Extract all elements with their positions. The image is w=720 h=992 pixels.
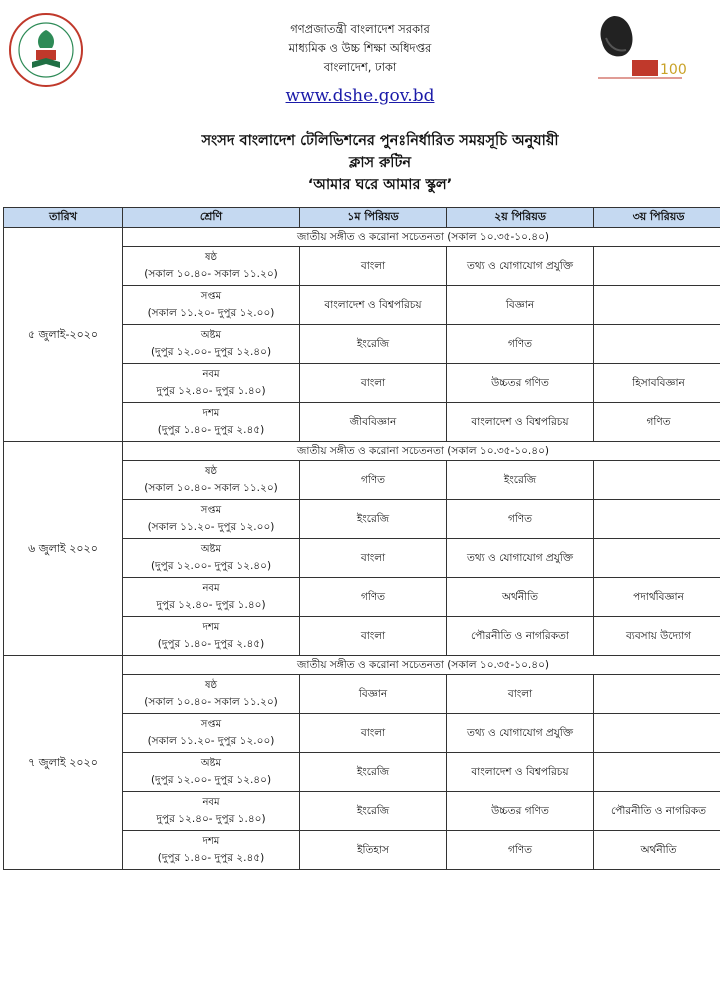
class-time: দুপুর ১২.৪০- দুপুর ১.৪০) [156, 599, 266, 611]
period-1-cell: জীববিজ্ঞান [300, 403, 447, 442]
date-cell: ৬ জুলাই ২০২০ [4, 442, 123, 656]
class-name: ষষ্ঠ [204, 466, 218, 477]
period-3-cell: অর্থনীতি [594, 831, 720, 870]
class-name: নবম [202, 369, 220, 380]
period-2-cell: তথ্য ও যোগাযোগ প্রযুক্তি [447, 714, 594, 753]
class-name: অষ্টম [200, 544, 222, 555]
class-time: (দুপুর ১২.০০- দুপুর ১২.৪০) [150, 774, 272, 786]
title-line-3: ‘আমার ঘরে আমার স্কুল’ [307, 177, 453, 193]
period-2-cell: অর্থনীতি [447, 578, 594, 617]
period-2-cell: গণিত [447, 500, 594, 539]
table-header-row [4, 208, 720, 228]
period-2-cell: ইংরেজি [447, 461, 594, 500]
period-3-cell [594, 325, 720, 364]
period-2-cell: উচ্চতর গণিত [447, 792, 594, 831]
title-line-2: ক্লাস রুটিন [348, 155, 411, 171]
period-3-cell: ব্যবসায় উদ্যোগ [594, 617, 720, 656]
class-name: ষষ্ঠ [204, 252, 218, 263]
gov-line-1: গণপ্রজাতন্ত্রী বাংলাদেশ সরকার [290, 22, 430, 36]
period-1-cell: বাংলা [300, 364, 447, 403]
period-3-cell [594, 461, 720, 500]
class-time: (দুপুর ১.৪০- দুপুর ২.৪৫) [157, 424, 265, 436]
website-link[interactable]: www.dshe.gov.bd [285, 86, 435, 106]
class-time: দুপুর ১২.৪০- দুপুর ১.৪০) [156, 385, 266, 397]
period-3-cell [594, 714, 720, 753]
document-titles [90, 130, 670, 196]
class-name: দশম [202, 836, 220, 847]
gov-line-2: মাধ্যমিক ও উচ্চ শিক্ষা অধিদপ্তর [288, 41, 432, 55]
national-anthem-cell: জাতীয় সঙ্গীত ও করোনা সচেতনতা (সকাল ১০.৩৫-১০.৪০) [123, 228, 720, 247]
class-cell [123, 247, 300, 286]
class-name: দশম [202, 408, 220, 419]
period-3-cell: হিসাববিজ্ঞান [594, 364, 720, 403]
header-class: শ্রেণি [123, 208, 300, 228]
national-anthem-row [4, 442, 720, 461]
class-name: সপ্তম [200, 719, 222, 730]
class-cell [123, 617, 300, 656]
period-2-cell: গণিত [447, 831, 594, 870]
period-1-cell: বাংলা [300, 539, 447, 578]
dshe-logo [8, 12, 84, 88]
class-name: সপ্তম [200, 291, 222, 302]
class-name: ষষ্ঠ [204, 680, 218, 691]
header-period-3: ৩য় পিরিয়ড [594, 208, 720, 228]
period-2-cell: তথ্য ও যোগাযোগ প্রযুক্তি [447, 539, 594, 578]
period-3-cell: গণিত [594, 403, 720, 442]
period-2-cell: গণিত [447, 325, 594, 364]
period-2-cell: বাংলাদেশ ও বিশ্বপরিচয় [447, 753, 594, 792]
class-name: অষ্টম [200, 758, 222, 769]
class-time: (সকাল ১০.৪০- সকাল ১১.২০) [144, 268, 278, 280]
class-cell [123, 325, 300, 364]
period-2-cell: উচ্চতর গণিত [447, 364, 594, 403]
period-1-cell: গণিত [300, 578, 447, 617]
header-date: তারিখ [4, 208, 123, 228]
period-3-cell [594, 247, 720, 286]
period-1-cell: ইংরেজি [300, 500, 447, 539]
header-period-1: ১ম পিরিয়ড [300, 208, 447, 228]
class-cell [123, 403, 300, 442]
period-1-cell: ইংরেজি [300, 753, 447, 792]
class-cell [123, 500, 300, 539]
period-3-cell [594, 500, 720, 539]
header-period-2: ২য় পিরিয়ড [447, 208, 594, 228]
date-cell: ৭ জুলাই ২০২০ [4, 656, 123, 870]
class-name: নবম [202, 797, 220, 808]
class-time: (সকাল ১০.৪০- সকাল ১১.২০) [144, 696, 278, 708]
class-time: (দুপুর ১২.০০- দুপুর ১২.৪০) [150, 560, 272, 572]
class-time: (দুপুর ১.৪০- দুপুর ২.৪৫) [157, 852, 265, 864]
class-name: সপ্তম [200, 505, 222, 516]
national-anthem-cell: জাতীয় সঙ্গীত ও করোনা সচেতনতা (সকাল ১০.৩৫-১০.৪০) [123, 442, 720, 461]
svg-text:100: 100 [660, 62, 687, 78]
class-cell [123, 578, 300, 617]
period-1-cell: গণিত [300, 461, 447, 500]
class-time: (সকাল ১১.২০- দুপুর ১২.০০) [147, 735, 275, 747]
period-2-cell: বাংলা [447, 675, 594, 714]
class-routine-table [3, 207, 720, 870]
class-cell [123, 831, 300, 870]
period-2-cell: বিজ্ঞান [447, 286, 594, 325]
period-1-cell: বাংলাদেশ ও বিশ্বপরিচয় [300, 286, 447, 325]
class-cell [123, 792, 300, 831]
government-lines [200, 20, 520, 77]
title-line-1: সংসদ বাংলাদেশ টেলিভিশনের পুনঃনির্ধারিত সময়সূচি অনুযায়ী [201, 133, 559, 149]
period-3-cell [594, 675, 720, 714]
class-time: (সকাল ১১.২০- দুপুর ১২.০০) [147, 307, 275, 319]
period-3-cell [594, 286, 720, 325]
class-cell [123, 461, 300, 500]
class-time: দুপুর ১২.৪০- দুপুর ১.৪০) [156, 813, 266, 825]
period-1-cell: বাংলা [300, 617, 447, 656]
class-cell [123, 753, 300, 792]
national-anthem-cell: জাতীয় সঙ্গীত ও করোনা সচেতনতা (সকাল ১০.৩৫-১০.৪০) [123, 656, 720, 675]
class-time: (দুপুর ১২.০০- দুপুর ১২.৪০) [150, 346, 272, 358]
gov-line-3: বাংলাদেশ, ঢাকা [323, 60, 397, 74]
national-anthem-row [4, 228, 720, 247]
period-3-cell: পৌরনীতি ও নাগরিকত [594, 792, 720, 831]
national-anthem-row [4, 656, 720, 675]
period-1-cell: বিজ্ঞান [300, 675, 447, 714]
period-3-cell [594, 753, 720, 792]
class-cell [123, 286, 300, 325]
class-name: নবম [202, 583, 220, 594]
date-cell: ৫ জুলাই-২০২০ [4, 228, 123, 442]
class-cell [123, 364, 300, 403]
period-3-cell [594, 539, 720, 578]
period-1-cell: ইংরেজি [300, 325, 447, 364]
document-header [0, 0, 720, 205]
period-2-cell: পৌরনীতি ও নাগরিকতা [447, 617, 594, 656]
period-1-cell: ইংরেজি [300, 792, 447, 831]
period-2-cell: বাংলাদেশ ও বিশ্বপরিচয় [447, 403, 594, 442]
period-1-cell: বাংলা [300, 714, 447, 753]
class-name: অষ্টম [200, 330, 222, 341]
class-time: (সকাল ১০.৪০- সকাল ১১.২০) [144, 482, 278, 494]
mujib-borsho-logo [592, 8, 688, 88]
period-3-cell: পদার্থবিজ্ঞান [594, 578, 720, 617]
class-cell [123, 539, 300, 578]
class-cell [123, 714, 300, 753]
period-1-cell: বাংলা [300, 247, 447, 286]
class-time: (দুপুর ১.৪০- দুপুর ২.৪৫) [157, 638, 265, 650]
period-1-cell: ইতিহাস [300, 831, 447, 870]
class-time: (সকাল ১১.২০- দুপুর ১২.০০) [147, 521, 275, 533]
class-name: দশম [202, 622, 220, 633]
class-cell [123, 675, 300, 714]
period-2-cell: তথ্য ও যোগাযোগ প্রযুক্তি [447, 247, 594, 286]
